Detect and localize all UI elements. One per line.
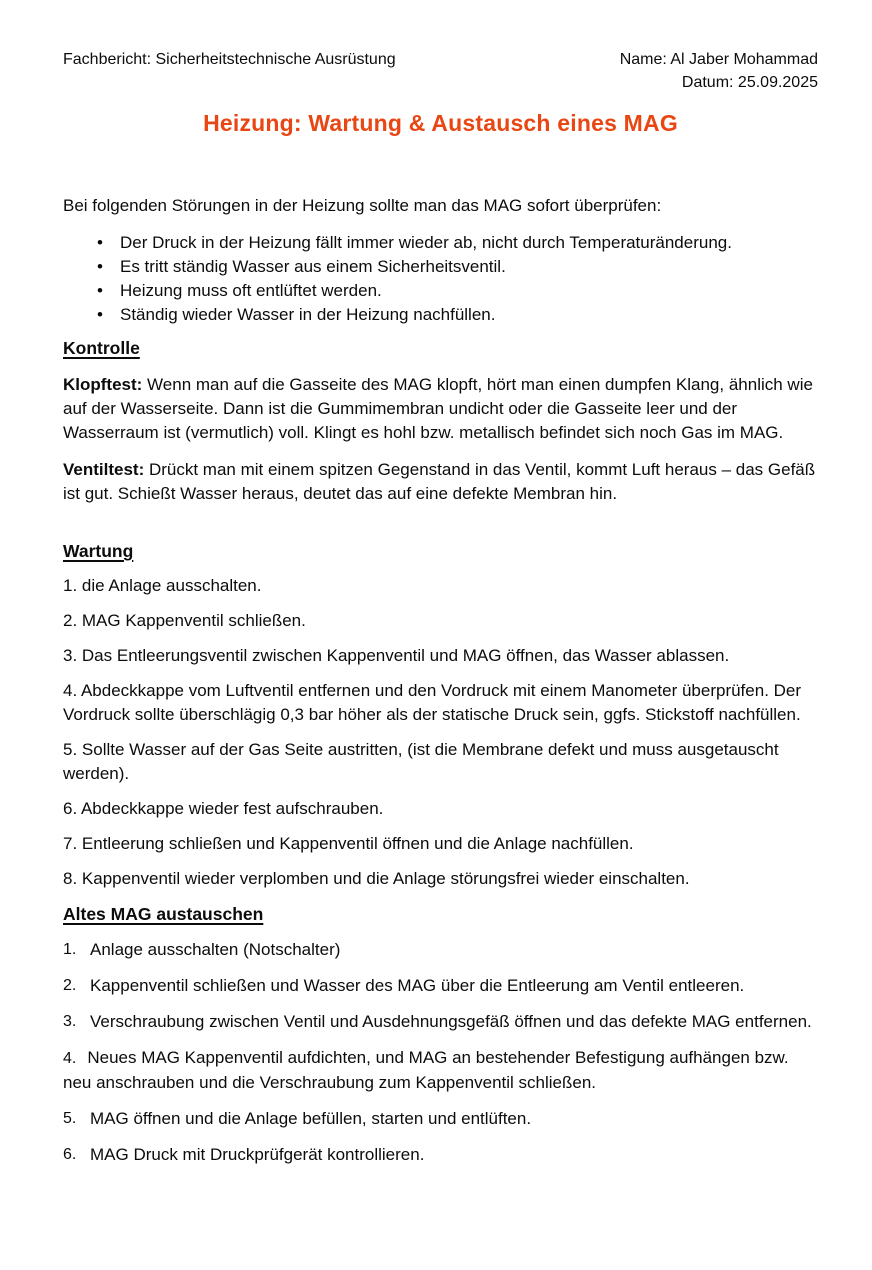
step-text: Anlage ausschalten (Notschalter) xyxy=(90,940,341,959)
header-meta xyxy=(620,48,818,94)
wartung-step: 3. Das Entleerungsventil zwischen Kappenventil und MAG öffnen, das Wasser ablassen. xyxy=(63,646,730,665)
numbered-step xyxy=(63,1010,818,1034)
wartung-step: 1. die Anlage ausschalten. xyxy=(63,576,262,595)
section-heading-wartung: Wartung xyxy=(63,541,134,561)
ventiltest-label: Ventiltest: xyxy=(63,460,145,479)
report-type-label: Fachbericht: Sicherheitstechnische Ausrüstung xyxy=(63,51,396,68)
numbered-step xyxy=(63,1107,818,1131)
wartung-step: 8. Kappenventil wieder verplomben und die Anlage störungsfrei wieder einschalten. xyxy=(63,869,690,888)
document-date: Datum: 25.09.2025 xyxy=(681,74,818,91)
step-number: 6. xyxy=(63,1146,77,1163)
step-text: MAG öffnen und die Anlage befüllen, starten und entlüften. xyxy=(90,1109,532,1128)
step-number: 3. xyxy=(63,1013,77,1030)
step-text: Kappenventil schließen und Wasser des MAG über die Entleerung am Ventil entleeren. xyxy=(90,976,745,995)
ventiltest-text: Drückt man mit einem spitzen Gegenstand in das Ventil, kommt Luft heraus – das Gefäß ist gut. Schießt Wasser heraus, deutet das auf eine defekte Membran hin. xyxy=(63,460,816,503)
ventiltest-paragraph xyxy=(63,458,818,506)
klopftest-paragraph xyxy=(63,373,818,445)
step-text: Verschraubung zwischen Ventil und Ausdehnungsgefäß öffnen und das defekte MAG entfernen. xyxy=(90,1012,812,1031)
step-text: Neues MAG Kappenventil aufdichten, und MAG an bestehender Befestigung aufhängen bzw. neu anschrauben und die Verschraubung zum Kappenventil schließen. xyxy=(63,1048,789,1092)
symptom-bullet-list xyxy=(63,231,818,327)
klopftest-label: Klopftest: xyxy=(63,375,143,394)
wartung-step: 6. Abdeckkappe wieder fest aufschrauben. xyxy=(63,799,384,818)
wartung-step: 7. Entleerung schließen und Kappenventil öffnen und die Anlage nachfüllen. xyxy=(63,834,634,853)
wartung-step: 2. MAG Kappenventil schließen. xyxy=(63,611,306,630)
numbered-step xyxy=(63,974,818,998)
list-item: • Ständig wieder Wasser in der Heizung nachfüllen. xyxy=(63,303,818,327)
list-item: • Der Druck in der Heizung fällt immer wieder ab, nicht durch Temperaturänderung. xyxy=(63,231,818,255)
wartung-step: 4. Abdeckkappe vom Luftventil entfernen und den Vordruck mit einem Manometer überprüfen. Der Vordruck sollte überschlägig 0,3 bar höher als der statische Druck sein, ggfs. Stickstoff nachfüllen. xyxy=(63,681,802,724)
step-number: 2. xyxy=(63,977,77,994)
wartung-step: 5. Sollte Wasser auf der Gas Seite austritten, (ist die Membrane defekt und muss ausgetauscht werden). xyxy=(63,740,779,783)
numbered-step xyxy=(63,1046,818,1095)
step-number: 1. xyxy=(63,941,77,958)
klopftest-text: Wenn man auf die Gasseite des MAG klopft, hört man einen dumpfen Klang, ähnlich wie auf der Wasserseite. Dann ist die Gummimembran undicht oder die Gasseite leer und der Wasserraum ist (vermutlich) voll. Klingt es hohl bzw. metallisch befindet sich noch Gas im MAG. xyxy=(63,375,813,442)
step-number: 4. xyxy=(63,1050,77,1067)
list-item: • Heizung muss oft entlüftet werden. xyxy=(63,279,818,303)
document-header xyxy=(63,48,818,94)
list-item: • Es tritt ständig Wasser aus einem Sicherheitsventil. xyxy=(63,255,818,279)
step-text: MAG Druck mit Druckprüfgerät kontrollieren. xyxy=(90,1145,425,1164)
section-heading-austausch: Altes MAG austauschen xyxy=(63,904,264,924)
section-heading-kontrolle: Kontrolle xyxy=(63,338,140,358)
step-number: 5. xyxy=(63,1110,77,1127)
page-title: Heizung: Wartung & Austausch eines MAG xyxy=(203,110,678,136)
numbered-step xyxy=(63,1143,818,1167)
intro-paragraph: Bei folgenden Störungen in der Heizung sollte man das MAG sofort überprüfen: xyxy=(63,196,662,215)
numbered-step xyxy=(63,938,818,962)
author-name: Name: Al Jaber Mohammad xyxy=(619,51,818,68)
